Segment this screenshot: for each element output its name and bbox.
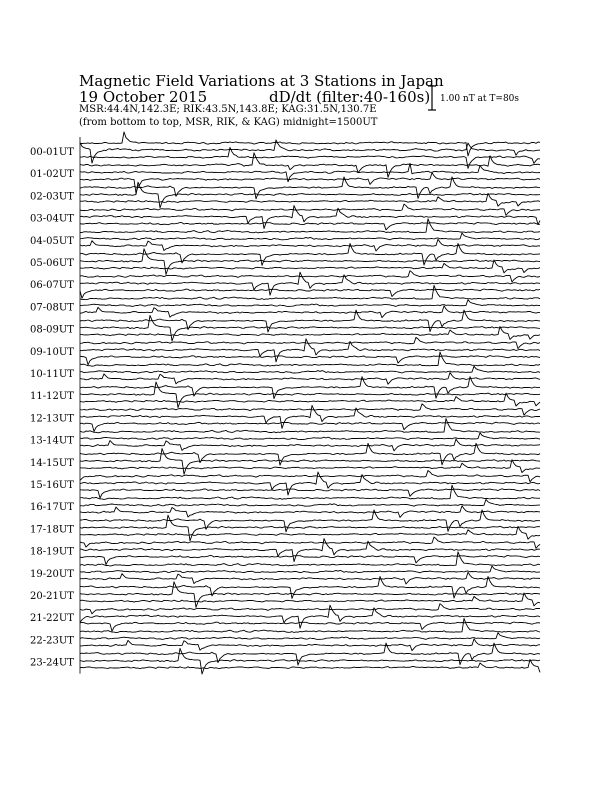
trace-MSR-02-03UT [80, 193, 540, 206]
trace-KAG-00-01UT [80, 132, 540, 156]
trace-KAG-11-12UT [80, 377, 540, 399]
trace-KAG-12-13UT [80, 404, 540, 415]
trace-KAG-04-05UT [80, 219, 540, 233]
trace-MSR-12-13UT [80, 422, 540, 431]
date-label: 19 October 2015 [79, 88, 208, 106]
hour-label-23-24UT: 23-24UT [30, 657, 74, 669]
trace-RIK-08-09UT [80, 315, 540, 341]
hour-label-16-17UT: 16-17UT [30, 502, 74, 514]
hour-label-18-19UT: 18-19UT [30, 546, 74, 558]
trace-KAG-22-23UT [80, 618, 540, 632]
trace-MSR-01-02UT [80, 173, 540, 194]
hour-label-12-13UT: 12-13UT [30, 413, 74, 425]
trace-KAG-18-19UT [80, 537, 540, 548]
hour-label-05-06UT: 05-06UT [30, 258, 74, 269]
hour-label-13-14UT: 13-14UT [30, 435, 74, 447]
trace-KAG-15-16UT [80, 471, 540, 482]
trace-RIK-17-18UT [80, 515, 540, 541]
trace-RIK-19-20UT [80, 566, 540, 573]
order-label: (from bottom to top, MSR, RIK, & KAG) midnight=1500UT [79, 117, 378, 128]
hour-label-08-09UT: 08-09UT [30, 324, 74, 336]
hour-label-07-08UT: 07-08UT [30, 302, 74, 314]
trace-MSR-05-06UT [80, 260, 540, 273]
trace-MSR-07-08UT [80, 306, 540, 318]
hour-label-21-22UT: 21-22UT [30, 613, 74, 625]
hour-label-15-16UT: 15-16UT [30, 480, 74, 491]
title: Magnetic Field Variations at 3 Stations in Japan [79, 72, 444, 90]
trace-KAG-23-24UT [80, 643, 540, 665]
trace-RIK-13-14UT [80, 433, 540, 440]
trace-KAG-10-11UT [80, 352, 540, 366]
trace-KAG-14-15UT [80, 443, 540, 465]
trace-RIK-16-17UT [80, 499, 540, 506]
hour-label-11-12UT: 11-12UT [30, 391, 74, 403]
trace-MSR-13-14UT [80, 439, 540, 451]
trace-MSR-23-24UT [80, 660, 540, 673]
hour-label-22-23UT: 22-23UT [30, 635, 74, 647]
trace-MSR-15-16UT [80, 489, 540, 498]
trace-MSR-18-19UT [80, 555, 540, 564]
trace-MSR-03-04UT [80, 222, 540, 230]
trace-RIK-04-05UT [80, 233, 540, 240]
filter-label: dD/dt (filter:40-160s) [269, 88, 431, 106]
trace-RIK-20-21UT [80, 582, 540, 608]
hour-label-17-18UT: 17-18UT [30, 524, 74, 536]
trace-RIK-11-12UT [80, 382, 540, 408]
trace-MSR-16-17UT [80, 506, 540, 518]
trace-KAG-02-03UT [80, 177, 540, 199]
hour-label-04-05UT: 04-05UT [30, 235, 74, 247]
trace-MSR-08-09UT [80, 327, 540, 340]
trace-KAG-06-07UT [80, 271, 540, 282]
hour-label-06-07UT: 06-07UT [30, 280, 74, 292]
hour-label-01-02UT: 01-02UT [30, 169, 74, 181]
trace-RIK-07-08UT [80, 300, 540, 307]
trace-KAG-16-17UT [80, 485, 540, 499]
trace-RIK-05-06UT [80, 249, 540, 275]
hour-label-19-20UT: 19-20UT [30, 568, 74, 580]
trace-KAG-05-06UT [80, 244, 540, 266]
trace-MSR-06-07UT [80, 289, 540, 298]
trace-KAG-03-04UT [80, 204, 540, 215]
trace-MSR-04-05UT [80, 239, 540, 251]
trace-KAG-13-14UT [80, 419, 540, 433]
trace-RIK-14-15UT [80, 449, 540, 475]
trace-MSR-19-20UT [80, 572, 540, 584]
hour-label-20-21UT: 20-21UT [30, 591, 74, 602]
hour-label-02-03UT: 02-03UT [30, 191, 74, 203]
stations-label: MSR:44.4N,142.3E; RIK:43.5N,143.8E; KAG:31.5N,130.7E [79, 104, 377, 115]
hour-label-03-04UT: 03-04UT [30, 213, 74, 225]
trace-MSR-09-10UT [80, 356, 540, 365]
hour-label-09-10UT: 09-10UT [30, 346, 74, 358]
trace-KAG-19-20UT [80, 552, 540, 566]
trace-RIK-23-24UT [80, 648, 540, 674]
trace-RIK-10-11UT [80, 366, 540, 373]
hour-label-10-11UT: 10-11UT [30, 369, 74, 380]
trace-MSR-22-23UT [80, 639, 540, 651]
hour-label-00-01UT: 00-01UT [30, 147, 74, 158]
scale-bar [428, 86, 436, 110]
trace-KAG-17-18UT [80, 510, 540, 532]
hour-label-14-15UT: 14-15UT [30, 457, 74, 469]
trace-RIK-22-23UT [80, 633, 540, 640]
scale-label: 1.00 nT at T=80s [440, 94, 520, 104]
trace-KAG-21-22UT [80, 604, 540, 614]
